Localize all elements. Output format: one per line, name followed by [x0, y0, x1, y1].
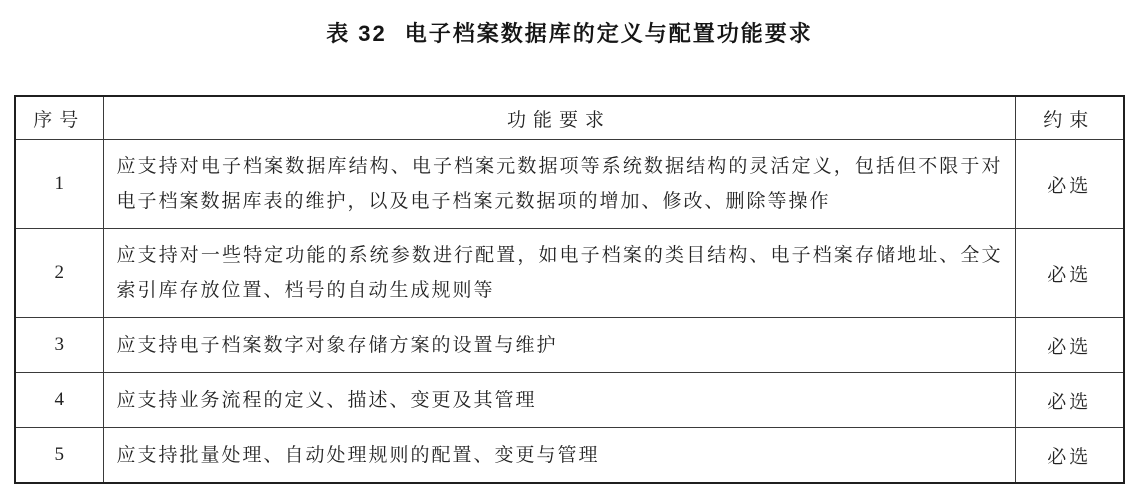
row-constraint: 必选: [1015, 318, 1124, 373]
row-constraint: 必选: [1015, 373, 1124, 428]
table-row: [15, 229, 1124, 318]
row-seq: 1: [15, 140, 103, 229]
row-requirement: 应支持业务流程的定义、描述、变更及其管理: [103, 373, 1015, 428]
table-row: [15, 140, 1124, 229]
row-constraint: 必选: [1015, 140, 1124, 229]
col-header-constraint: 约束: [1015, 96, 1124, 140]
table-title: [0, 17, 1139, 48]
row-requirement: 应支持批量处理、自动处理规则的配置、变更与管理: [103, 428, 1015, 484]
document-page: [0, 17, 1139, 468]
table-title-label: 表 32: [326, 21, 387, 46]
row-requirement: 应支持对电子档案数据库结构、电子档案元数据项等系统数据结构的灵活定义，包括但不限于对电子档案数据库表的维护，以及电子档案元数据项的增加、修改、删除等操作: [103, 140, 1015, 229]
table-row: [15, 373, 1124, 428]
col-header-requirement: 功能要求: [103, 96, 1015, 140]
row-constraint: 必选: [1015, 229, 1124, 318]
row-requirement: 应支持电子档案数字对象存储方案的设置与维护: [103, 318, 1015, 373]
row-constraint: 必选: [1015, 428, 1124, 484]
table-row: [15, 318, 1124, 373]
table-header-row: [15, 96, 1124, 140]
row-requirement: 应支持对一些特定功能的系统参数进行配置，如电子档案的类目结构、电子档案存储地址、全文索引库存放位置、档号的自动生成规则等: [103, 229, 1015, 318]
row-seq: 2: [15, 229, 103, 318]
table-title-text: 电子档案数据库的定义与配置功能要求: [404, 21, 813, 46]
row-seq: 5: [15, 428, 103, 484]
row-seq: 3: [15, 318, 103, 373]
requirements-table: [14, 95, 1125, 484]
table-row: [15, 428, 1124, 484]
row-seq: 4: [15, 373, 103, 428]
col-header-seq: 序号: [15, 96, 103, 140]
